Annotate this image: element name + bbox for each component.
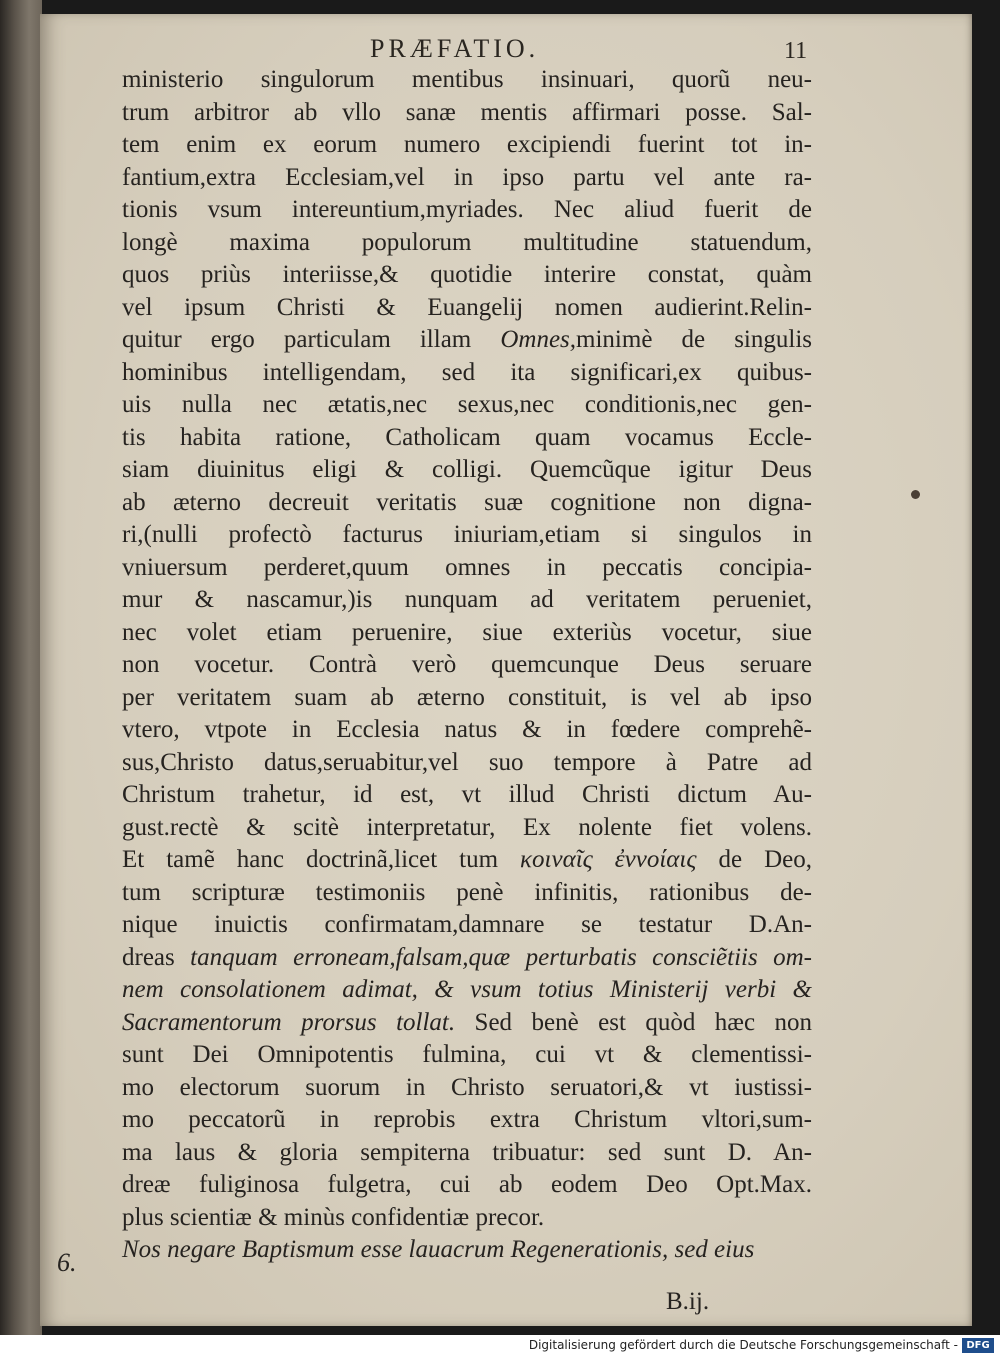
text-line: non vocetur. Contrà verò quemcunque Deus seruare bbox=[122, 651, 812, 678]
text-line: longè maxima populorum multitudine statuendum, bbox=[122, 228, 812, 256]
italic-text: Sacramentorum prorsus tollat. bbox=[122, 1008, 456, 1036]
body-text bbox=[122, 64, 812, 1267]
text-run: minimè de singulis bbox=[576, 326, 812, 353]
text-line: gust.rectè & scitè interpretatur, Ex nolente fiet volens. bbox=[122, 813, 812, 841]
text-line: uis nulla nec ætatis,nec sexus,nec conditionis,nec gen- bbox=[122, 391, 812, 418]
italic-text: Nos negare Baptismum esse lauacrum Regenerationis, sed eius bbox=[122, 1236, 755, 1263]
text-line bbox=[122, 942, 812, 975]
text-line: vtero, vtpote in Ecclesia natus & in fœdere comprehẽ- bbox=[122, 716, 812, 743]
dfg-logo[interactable]: DFG bbox=[962, 1338, 994, 1353]
text-line: hominibus intelligendam, sed ita significari,ex quibus- bbox=[122, 358, 812, 386]
signature-mark: B.ij. bbox=[666, 1288, 710, 1315]
text-line: fantium,extra Ecclesiam,vel in ipso partu vel ante ra- bbox=[122, 163, 812, 191]
italic-text: tanquam erroneam,falsam,quæ perturbatis consciẽtiis om- bbox=[190, 943, 813, 971]
text-run: Sed benè est quòd hæc non bbox=[455, 1008, 812, 1036]
footer-credit: Digitalisierung gefördert durch die Deutsche Forschungsgemeinschaft - bbox=[528, 1338, 958, 1352]
text-line: tionis vsum intereuntium,myriades. Nec aliud fuerit de bbox=[122, 196, 812, 223]
text-line: dreæ fuliginosa fulgetra, cui ab eodem Deo Opt.Max. bbox=[122, 1171, 812, 1198]
text-run: de Deo, bbox=[696, 846, 812, 873]
text-line: ab æterno decreuit veritatis suæ cognitione non digna- bbox=[122, 488, 812, 516]
text-line: ministerio singulorum mentibus insinuari, quorũ neu- bbox=[122, 66, 812, 93]
text-line: ma laus & gloria sempiterna tribuatur: sed sunt D. An- bbox=[122, 1138, 812, 1166]
text-line: tum scripturæ testimoniis penè infinitis, rationibus de- bbox=[122, 878, 812, 906]
text-line: nec volet etiam peruenire, siue exteriùs vocetur, siue bbox=[122, 618, 812, 646]
margin-number: 6. bbox=[57, 1248, 77, 1277]
text-line: plus scientiæ & minùs confidentiæ precor. bbox=[122, 1203, 545, 1231]
italic-text: κοιναῖς ἐννοίαις bbox=[520, 846, 697, 873]
text-line: trum arbitror ab vllo sanæ mentis affirmari posse. Sal- bbox=[122, 98, 812, 126]
text-line: mo electorum suorum in Christo seruatori,& vt iustissi- bbox=[122, 1073, 812, 1101]
page-number: 11 bbox=[784, 38, 808, 64]
text-line bbox=[122, 1007, 812, 1040]
text-line: mur & nascamur,)is nunquam ad veritatem perueniet, bbox=[122, 586, 812, 613]
text-line: tem enim ex eorum numero excipiendi fuerint tot in- bbox=[122, 131, 812, 158]
text-line bbox=[122, 324, 812, 357]
footer-bar bbox=[0, 1335, 1000, 1357]
text-run: quitur ergo particulam illam bbox=[122, 326, 501, 353]
text-line: siam diuinitus eligi & colligi. Quemcũque igitur Deus bbox=[122, 456, 812, 483]
text-line: nique inuictis confirmatam,damnare se testatur D.An- bbox=[122, 911, 812, 938]
text-line bbox=[122, 844, 812, 877]
text-line: quos priùs interiisse,& quotidie interire constat, quàm bbox=[122, 261, 812, 288]
text-line: mo peccatorũ in reprobis extra Christum vltori,sum- bbox=[122, 1106, 812, 1133]
text-line: Christum trahetur, id est, vt illud Christi dictum Au- bbox=[122, 781, 812, 808]
italic-text: nem consolationem adimat, & vsum totius Ministerij verbi & bbox=[122, 976, 812, 1003]
text-line: vniuersum perderet,quum omnes in peccatis concipia- bbox=[122, 553, 812, 581]
text-line bbox=[122, 974, 812, 1007]
text-line: sunt Dei Omnipotentis fulmina, cui vt & clementissi- bbox=[122, 1041, 812, 1068]
text-line: ri,(nulli profectò facturus iniuriam,etiam si singulos in bbox=[122, 521, 812, 548]
text-line: per veritatem suam ab æterno constituit, is vel ab ipso bbox=[122, 683, 812, 711]
page-title: PRÆFATIO. bbox=[370, 34, 540, 63]
ink-spot bbox=[911, 490, 920, 499]
text-line: sus,Christo datus,seruabitur,vel suo tempore à Patre ad bbox=[122, 748, 812, 776]
text-line bbox=[122, 1234, 812, 1267]
text-line: tis habita ratione, Catholicam quam vocamus Eccle- bbox=[122, 423, 812, 451]
text-run: dreas bbox=[122, 943, 191, 971]
text-line: vel ipsum Christi & Euangelij nomen audierint.Relin- bbox=[122, 293, 812, 321]
italic-text: Omnes, bbox=[500, 326, 577, 353]
text-run: Et tamẽ hanc doctrinã,licet tum bbox=[122, 846, 521, 873]
book-binding bbox=[0, 0, 42, 1335]
